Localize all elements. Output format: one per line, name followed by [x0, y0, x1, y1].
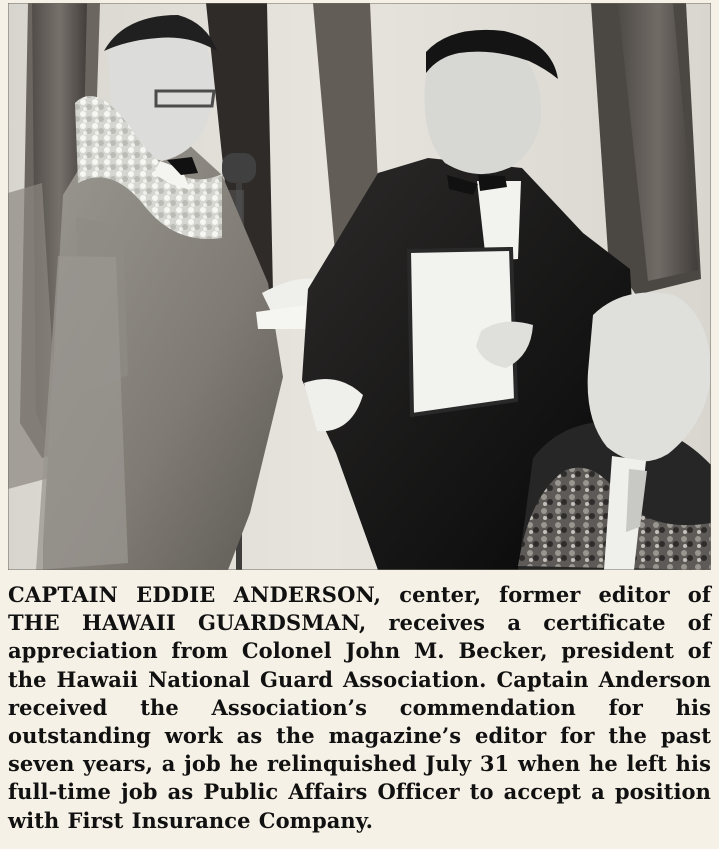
photo-caption [8, 581, 711, 843]
black-and-white-photo [8, 3, 711, 570]
caption-body: center, former editor of THE HAWAII GUARDSMAN, receives a certificate of appreciation from Colonel John M. Becker, president of the Hawaii National Guard Association. Captain Anderson received the Association’s commendation for his outstanding work as the magazine’s editor for the past seven years, a job he relinquished July 31 when he left his full-time job as Public Affairs Officer to accept a position with First Insurance Company. [8, 582, 711, 833]
news-photo [8, 3, 711, 570]
caption-lead: CAPTAIN EDDIE ANDERSON, [8, 582, 382, 607]
